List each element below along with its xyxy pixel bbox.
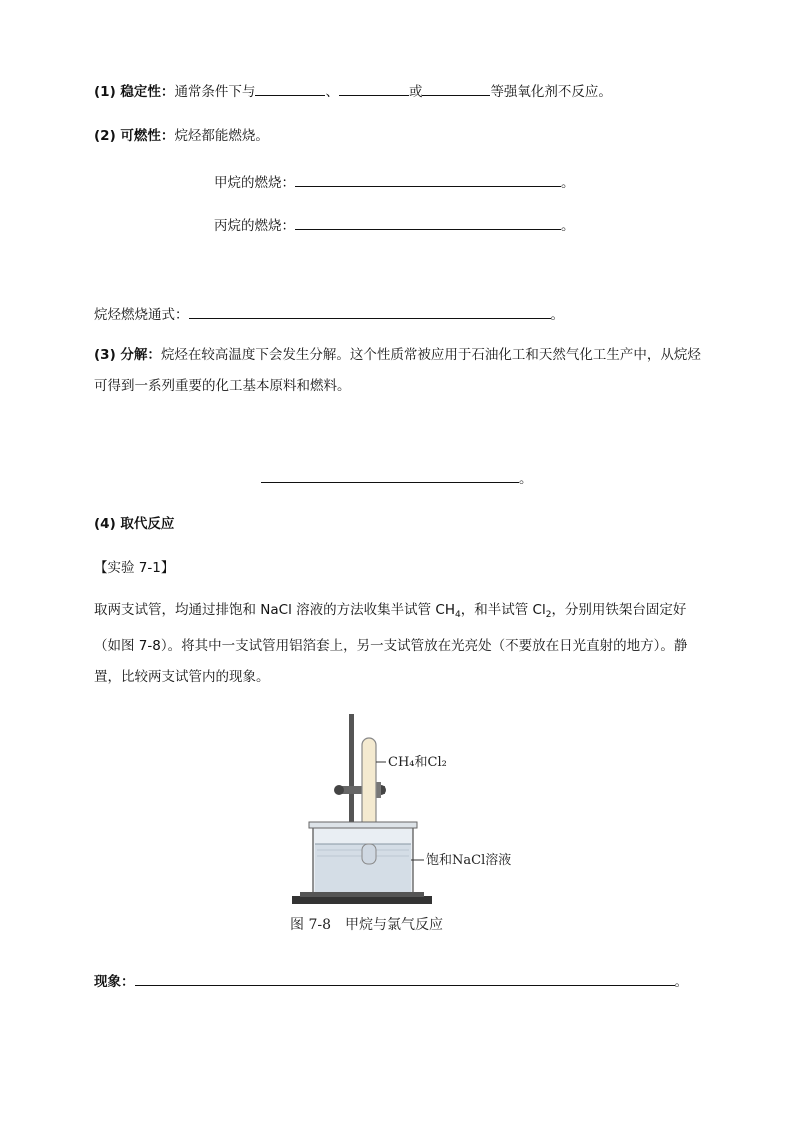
subscript: 4	[455, 610, 461, 620]
description-text: 取两支试管，均通过排饱和 NaCl 溶液的方法收集半试管 CH	[94, 602, 455, 618]
stand-base	[292, 896, 432, 904]
decomposition-label: (3) 分解：	[94, 347, 161, 363]
beaker-rim	[309, 822, 417, 828]
answer-blank[interactable]	[255, 81, 325, 96]
period: 。	[550, 307, 564, 323]
description-text: ，分别用铁架台固定好（如图 7-8）。将其中一支试管用铝箔套上，另一支试管放在光亮处（不要放在日光直射的地方）。静置，比较两支试管内的现象。	[94, 602, 688, 685]
answer-blank[interactable]	[295, 172, 561, 187]
combustibility-line	[94, 124, 269, 144]
period: 。	[561, 175, 575, 191]
stability-text: 通常条件下与	[174, 84, 256, 100]
period: 。	[561, 218, 575, 234]
clamp-screw	[334, 785, 344, 795]
period: 。	[519, 471, 533, 487]
methane-line	[214, 171, 575, 191]
experiment-heading	[94, 556, 174, 576]
general-label: 烷烃燃烧通式：	[94, 307, 189, 323]
propane-label: 丙烷的燃烧：	[214, 218, 295, 234]
period: 。	[674, 974, 688, 990]
answer-blank[interactable]	[135, 971, 675, 986]
answer-blank[interactable]	[295, 215, 561, 230]
stability-label: (1) 稳定性：	[94, 84, 175, 100]
observation-label: 现象：	[94, 974, 135, 990]
propane-line	[214, 214, 575, 234]
stability-tail: 等强氧化剂不反应。	[490, 84, 612, 100]
figure-caption: 图 7-8 甲烷与氯气反应	[290, 917, 443, 933]
decomposition-text: 烷烃在较高温度下会发生分解。这个性质常被应用于石油化工和天然气化工生产中，从烷烃可得到一系列重要的化工基本原料和燃料。	[94, 347, 701, 394]
experiment-label: 【实验 7-1】	[94, 560, 175, 576]
answer-blank[interactable]	[189, 304, 551, 319]
combustibility-text: 烷烃都能燃烧。	[174, 128, 269, 144]
separator: 、	[325, 84, 339, 100]
answer-blank[interactable]	[422, 81, 490, 96]
substitution-heading	[94, 512, 174, 532]
description-text: ，和半试管 Cl	[460, 602, 546, 618]
general-formula-line	[94, 303, 564, 323]
answer-blank[interactable]	[261, 468, 519, 483]
observation-line	[94, 970, 688, 990]
separator: 或	[408, 84, 423, 100]
decomposition-answer-line	[261, 467, 533, 487]
combustibility-label: (2) 可燃性：	[94, 128, 175, 144]
methane-label: 甲烷的燃烧：	[214, 175, 295, 191]
substitution-label: (4) 取代反应	[94, 516, 175, 532]
subscript: 2	[545, 610, 552, 620]
label-gas: CH₄和Cl₂	[388, 755, 447, 770]
apparatus-illustration	[280, 710, 520, 910]
experiment-description	[94, 595, 704, 693]
label-solution: 饱和NaCl溶液	[426, 853, 512, 868]
answer-blank[interactable]	[339, 81, 409, 96]
decomposition-paragraph	[94, 340, 704, 402]
stability-line	[94, 80, 612, 100]
